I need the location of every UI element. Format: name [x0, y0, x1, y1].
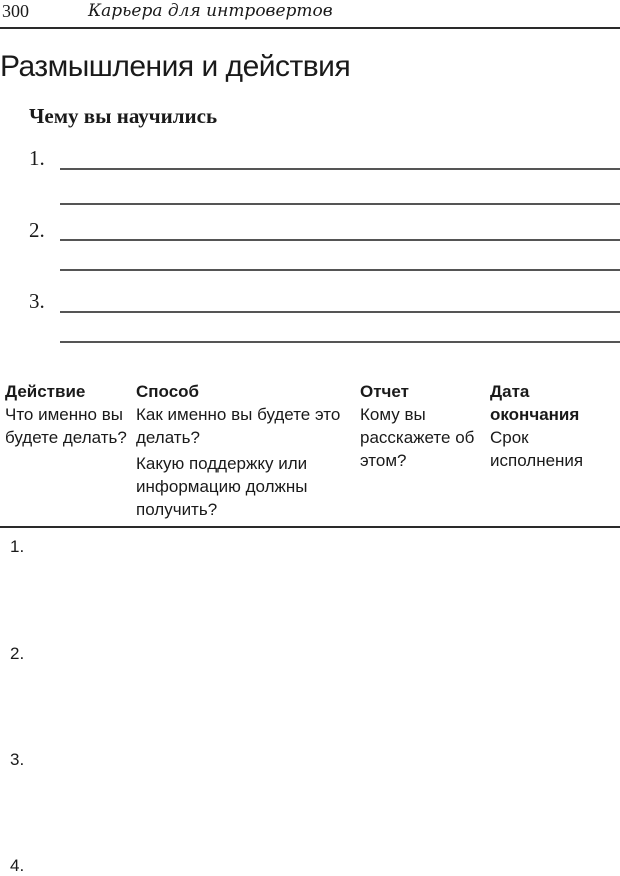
running-head — [0, 0, 620, 29]
column-title: Отчет — [360, 382, 409, 401]
table-row[interactable]: 2. — [10, 644, 25, 663]
column-title: Способ — [136, 382, 200, 401]
write-line[interactable] — [60, 311, 620, 313]
table-row[interactable]: 3. — [10, 750, 25, 769]
item-number: 1. — [29, 146, 45, 170]
book-title: Карьера для интровертов — [88, 1, 333, 21]
column-action — [5, 380, 130, 449]
action-table-header — [0, 380, 620, 528]
section-title: Размышления и действия — [0, 50, 351, 83]
column-deadline — [490, 380, 615, 472]
write-line[interactable] — [60, 203, 620, 205]
write-line[interactable] — [60, 239, 620, 241]
column-method — [136, 380, 341, 521]
column-title: Дата окончания — [490, 382, 580, 424]
column-desc: Как именно вы будете это делать? — [136, 405, 341, 447]
column-desc: Срок исполнения — [490, 428, 584, 470]
write-line[interactable] — [60, 269, 620, 271]
column-desc: Что именно вы будете делать? — [5, 405, 127, 447]
column-title: Действие — [5, 382, 86, 401]
item-number: 3. — [29, 289, 45, 313]
column-desc: Кому вы расскажете об этом? — [360, 405, 475, 470]
learned-heading: Чему вы научились — [29, 104, 218, 128]
table-row[interactable]: 4. — [10, 856, 25, 875]
write-line[interactable] — [60, 341, 620, 343]
page-number: 300 — [2, 1, 29, 21]
write-line[interactable] — [60, 168, 620, 170]
item-number: 2. — [29, 218, 45, 242]
table-row[interactable]: 1. — [10, 537, 25, 556]
column-desc-secondary: Какую поддержку или информацию должны получить? — [136, 454, 308, 519]
column-report — [360, 380, 475, 472]
